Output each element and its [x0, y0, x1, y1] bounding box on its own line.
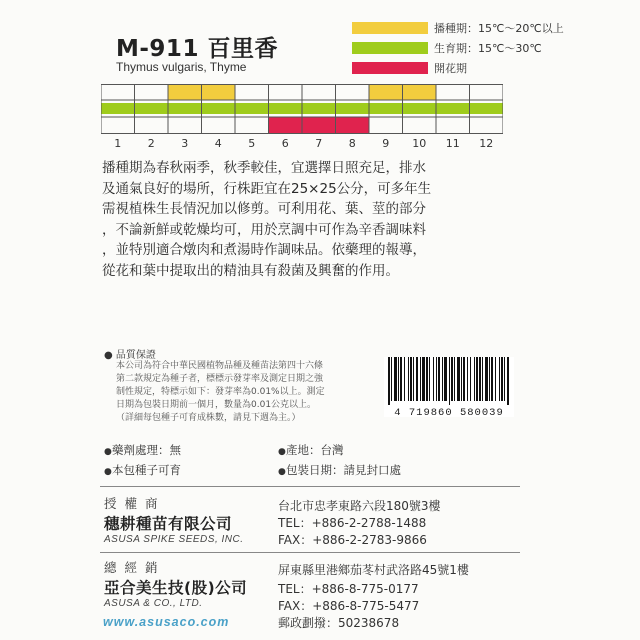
calendar-cell-sowing — [369, 84, 403, 100]
month-label: 1 — [114, 137, 122, 150]
info-treatment: ●藥劑處理：無 — [104, 443, 181, 457]
barcode-bar — [391, 357, 392, 401]
calendar-cell-sowing — [168, 84, 202, 100]
description-line: 需視植株生長情況加以修剪。可利用花、葉、莖的部分 — [102, 201, 426, 217]
barcode-bar — [467, 357, 468, 401]
legend-swatch-growth — [352, 42, 428, 54]
legend-swatch-flowering — [352, 62, 428, 74]
calendar-cell-growth — [168, 103, 202, 114]
quality-heading: ● 品質保證 — [104, 350, 156, 361]
product-title — [116, 30, 278, 63]
distributor-company: 亞合美生技(股)公司 — [104, 579, 248, 597]
legend-label-sowing: 播種期：15℃～20℃以上 — [434, 22, 564, 35]
calendar-cell-sowing — [403, 84, 437, 100]
info-origin: ●產地：台灣 — [278, 443, 344, 457]
legend-item-flowering — [352, 59, 532, 77]
barcode-bar — [495, 357, 496, 401]
calendar-month-labels — [101, 137, 503, 153]
barcode-bar — [499, 357, 500, 401]
licensor-company-en: ASUSA SPIKE SEEDS, INC. — [104, 534, 244, 545]
product-name: 百里香 — [207, 36, 278, 62]
barcode-bars — [388, 357, 510, 405]
licensor-address: 台北市忠孝東路六段180號3樓 — [278, 499, 441, 513]
barcode-bar — [485, 357, 488, 401]
legend-label-growth: 生育期：15℃～30℃ — [434, 42, 542, 55]
calendar-cell-growth — [369, 103, 403, 114]
product-code: M-911 — [116, 36, 199, 62]
calendar-cell-growth — [101, 103, 135, 114]
barcode-bar — [449, 357, 450, 405]
month-label: 2 — [147, 137, 155, 150]
month-label: 3 — [181, 137, 189, 150]
barcode-bar — [420, 357, 421, 401]
calendar-cell-growth — [403, 103, 437, 114]
distributor-tel: TEL：+886-8-775-0177 — [278, 582, 419, 596]
month-label: 11 — [445, 137, 460, 150]
barcode-bar — [507, 357, 509, 405]
month-label: 10 — [412, 137, 427, 150]
barcode-bar — [501, 357, 503, 401]
planting-calendar — [101, 84, 503, 134]
distributor-fax: FAX：+886-8-775-5477 — [278, 599, 420, 613]
calendar-cell-growth — [202, 103, 236, 114]
calendar-cell-growth — [470, 103, 504, 114]
barcode-bar — [404, 357, 405, 401]
barcode-bar — [451, 357, 453, 401]
quality-line: 日期為包裝日期前一個月，數量為0.01公克以上。 — [116, 400, 317, 410]
bullet-icon: ● — [104, 467, 112, 477]
calendar-cell-growth — [135, 103, 169, 114]
legend-label-flowering: 開花期 — [434, 62, 467, 75]
bullet-icon: ● — [104, 350, 113, 361]
description-line: 及通氣良好的場所，行株距宜在25×25公分，可多年生 — [102, 180, 432, 197]
month-label: 8 — [348, 137, 356, 150]
barcode-bar — [442, 357, 443, 401]
barcode-bar — [426, 357, 428, 401]
bullet-icon: ● — [278, 447, 286, 457]
description — [102, 158, 512, 281]
barcode-bar — [454, 357, 455, 401]
barcode-bar — [433, 357, 434, 401]
legend-item-sowing — [352, 19, 564, 37]
quality-line: 制性規定，特標示如下：發芽率為0.01%以上。測定 — [116, 387, 325, 397]
calendar-cell-flowering — [336, 117, 370, 134]
barcode-bar — [482, 357, 483, 401]
month-label: 4 — [214, 137, 222, 150]
barcode-bar — [504, 357, 505, 401]
month-label: 6 — [281, 137, 289, 150]
barcode-bar — [463, 357, 465, 401]
distributor-company-en: ASUSA & CO., LTD. — [104, 598, 203, 609]
divider — [100, 552, 520, 553]
distributor-role: 總 經 銷 — [104, 560, 160, 575]
licensor-role: 授 權 商 — [104, 496, 160, 511]
barcode-bar — [444, 357, 447, 401]
month-label: 9 — [382, 137, 390, 150]
calendar-legend — [352, 19, 564, 79]
barcode-bar — [470, 357, 471, 401]
calendar-cell-growth — [235, 103, 269, 114]
info-fertile: ●本包種子可育 — [104, 463, 181, 477]
calendar-cell-flowering — [269, 117, 303, 134]
calendar-cell-flowering — [302, 117, 336, 134]
info-pack-date: ●包裝日期：請見封口處 — [278, 463, 401, 477]
calendar-grid — [101, 84, 503, 134]
description-line: 播種期為春秋兩季，秋季較佳，宜選擇日照充足，排水 — [102, 160, 426, 176]
barcode-bar — [457, 357, 460, 401]
quality-statement — [116, 360, 376, 425]
month-label: 5 — [248, 137, 256, 150]
description-line: ，並特別適合燉肉和煮湯時作調味品。依藥理的報導， — [102, 242, 426, 258]
calendar-cell-growth — [336, 103, 370, 114]
barcode-bar — [436, 357, 437, 401]
calendar-cell-growth — [302, 103, 336, 114]
barcode-bar — [394, 357, 397, 401]
barcode-bar — [388, 357, 390, 405]
barcode-bar — [429, 357, 430, 401]
divider — [100, 486, 520, 487]
calendar-cell-growth — [436, 103, 470, 114]
barcode-bar — [398, 357, 399, 401]
month-label: 7 — [315, 137, 323, 150]
barcode-bar — [422, 357, 425, 401]
barcode-bar — [416, 357, 418, 401]
calendar-cell-sowing — [202, 84, 236, 100]
barcode-bar — [489, 357, 490, 401]
distributor-address: 屏東縣里港鄉茄苳村武洛路45號1樓 — [278, 563, 469, 577]
barcode-bar — [461, 357, 462, 401]
description-line: ，不論新鮮或乾燥均可，用於烹調中可作為辛香調味料 — [102, 221, 426, 238]
legend-item-growth — [352, 39, 542, 57]
licensor-company: 穗耕種苗有限公司 — [104, 515, 233, 533]
distributor-postal: 郵政劃撥：50238678 — [278, 616, 400, 630]
barcode-bar — [476, 357, 478, 401]
barcode-bar — [438, 357, 440, 401]
website-link[interactable]: www.asusaco.com — [103, 615, 230, 629]
licensor-fax: FAX：+886-2-2783-9866 — [278, 533, 427, 547]
bullet-icon: ● — [104, 447, 112, 457]
barcode-bar — [400, 357, 402, 401]
scientific-name: Thymus vulgaris, Thyme — [116, 60, 247, 74]
legend-swatch-sowing — [352, 22, 428, 34]
licensor-tel: TEL：+886-2-2788-1488 — [278, 516, 427, 530]
month-label: 12 — [479, 137, 494, 150]
barcode-bar — [410, 357, 412, 401]
barcode-bar — [413, 357, 414, 401]
bullet-icon: ● — [278, 467, 286, 477]
barcode-bar — [491, 357, 493, 401]
quality-line: （詳細每包種子可育成株數，請見下週為主。） — [116, 413, 301, 423]
barcode-bar — [474, 357, 475, 401]
description-line: 從花和葉中提取出的精油具有殺菌及興奮的作用。 — [102, 262, 399, 279]
calendar-cell-growth — [269, 103, 303, 114]
barcode — [384, 357, 514, 417]
quality-line: 本公司為符合中華民國植物品種及種苗法第四十六條 — [116, 361, 324, 371]
barcode-bar — [408, 357, 409, 401]
barcode-bar — [479, 357, 481, 401]
barcode-number: 4 719860 580039 — [394, 407, 504, 419]
quality-line: 第二款規定為種子者，標標示發芽率及測定日期之強 — [116, 374, 324, 384]
